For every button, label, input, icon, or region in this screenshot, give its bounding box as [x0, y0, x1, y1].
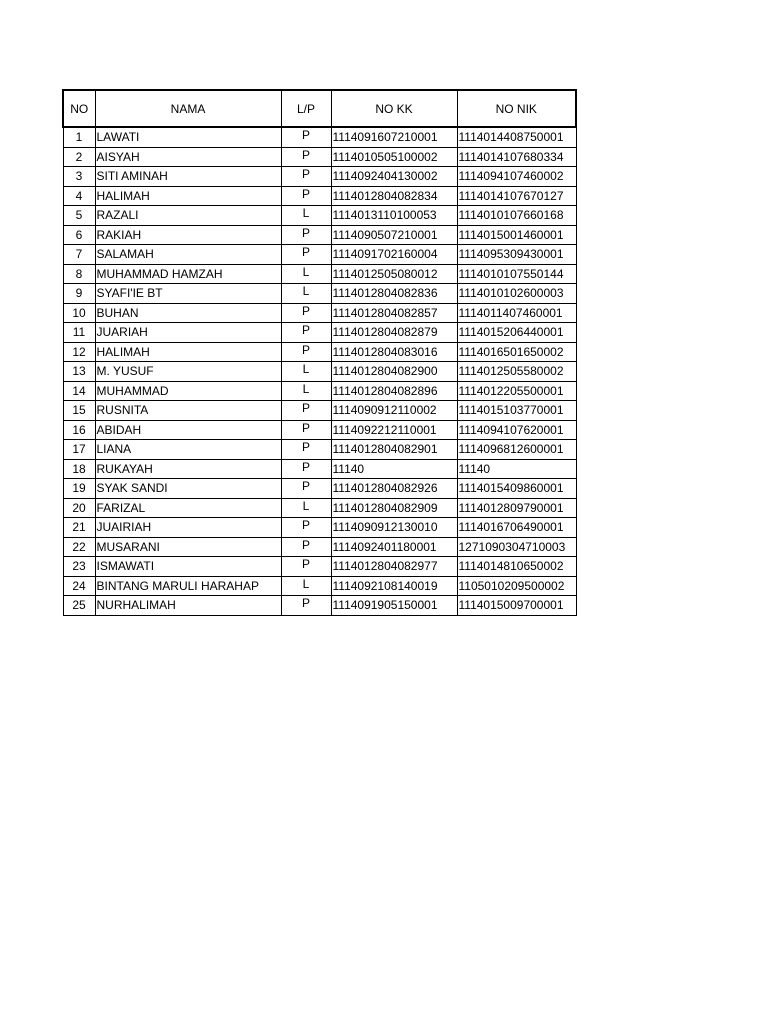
- cell-no-kk: 1114012804082896: [331, 381, 457, 401]
- cell-nama: RAKIAH: [95, 225, 281, 245]
- header-lp: L/P: [281, 90, 331, 127]
- cell-no-nik: 11140: [457, 459, 576, 479]
- header-row: [63, 90, 576, 127]
- cell-no: 3: [63, 167, 95, 187]
- cell-nama: JUAIRIAH: [95, 518, 281, 538]
- cell-no-kk: 1114090507210001: [331, 225, 457, 245]
- cell-no: 2: [63, 147, 95, 167]
- cell-nama: RAZALI: [95, 206, 281, 226]
- cell-lp: P: [281, 186, 331, 206]
- cell-no: 13: [63, 362, 95, 382]
- cell-no-kk: 1114012804082901: [331, 440, 457, 460]
- cell-nama: RUSNITA: [95, 401, 281, 421]
- table-row: [63, 440, 576, 460]
- cell-no-nik: 1114010102600003: [457, 284, 576, 304]
- cell-no-kk: 1114091702160004: [331, 245, 457, 265]
- cell-nama: LIANA: [95, 440, 281, 460]
- table-row: [63, 518, 576, 538]
- cell-no-nik: 1114014107670127: [457, 186, 576, 206]
- cell-nama: HALIMAH: [95, 186, 281, 206]
- cell-no-kk: 1114010505100002: [331, 147, 457, 167]
- cell-no-nik: 1114012809790001: [457, 498, 576, 518]
- table-row: [63, 225, 576, 245]
- cell-no-nik: 1114094107620001: [457, 420, 576, 440]
- cell-no-nik: 1114095309430001: [457, 245, 576, 265]
- cell-nama: SYAFI'IE BT: [95, 284, 281, 304]
- cell-no: 20: [63, 498, 95, 518]
- cell-no-kk: 1114090912130010: [331, 518, 457, 538]
- cell-lp: P: [281, 537, 331, 557]
- cell-no: 25: [63, 596, 95, 616]
- cell-no: 15: [63, 401, 95, 421]
- cell-no-nik: 1114012205500001: [457, 381, 576, 401]
- table-row: [63, 127, 576, 147]
- cell-no-kk: 1114092108140019: [331, 576, 457, 596]
- cell-nama: MUHAMMAD HAMZAH: [95, 264, 281, 284]
- cell-nama: ABIDAH: [95, 420, 281, 440]
- cell-no: 11: [63, 323, 95, 343]
- cell-no-nik: 1114015103770001: [457, 401, 576, 421]
- cell-no-nik: 1114015409860001: [457, 479, 576, 499]
- cell-no-kk: 1114012804082900: [331, 362, 457, 382]
- cell-no-kk: 1114012804082977: [331, 557, 457, 577]
- cell-nama: BUHAN: [95, 303, 281, 323]
- cell-no-nik: 1114014810650002: [457, 557, 576, 577]
- cell-nama: JUARIAH: [95, 323, 281, 343]
- cell-no-nik: 1114094107460002: [457, 167, 576, 187]
- cell-no-kk: 11140: [331, 459, 457, 479]
- table-row: [63, 498, 576, 518]
- cell-no: 23: [63, 557, 95, 577]
- table-row: [63, 303, 576, 323]
- cell-no: 19: [63, 479, 95, 499]
- cell-no-nik: 1114010107550144: [457, 264, 576, 284]
- table-row: [63, 420, 576, 440]
- cell-no: 18: [63, 459, 95, 479]
- cell-no-nik: 1114014107680334: [457, 147, 576, 167]
- cell-nama: BINTANG MARULI HARAHAP: [95, 576, 281, 596]
- table-row: [63, 147, 576, 167]
- cell-no-kk: 1114090912110002: [331, 401, 457, 421]
- table-row: [63, 245, 576, 265]
- table-row: [63, 401, 576, 421]
- cell-no-kk: 1114012804083016: [331, 342, 457, 362]
- table-row: [63, 459, 576, 479]
- cell-lp: P: [281, 303, 331, 323]
- cell-no-kk: 1114012804082836: [331, 284, 457, 304]
- data-table: [62, 89, 577, 616]
- table-row: [63, 323, 576, 343]
- cell-no: 12: [63, 342, 95, 362]
- cell-no: 17: [63, 440, 95, 460]
- cell-no-kk: 1114013110100053: [331, 206, 457, 226]
- cell-lp: P: [281, 479, 331, 499]
- cell-nama: LAWATI: [95, 127, 281, 147]
- cell-lp: L: [281, 206, 331, 226]
- cell-lp: P: [281, 147, 331, 167]
- cell-nama: NURHALIMAH: [95, 596, 281, 616]
- cell-no-nik: 1114015001460001: [457, 225, 576, 245]
- cell-lp: L: [281, 362, 331, 382]
- cell-lp: L: [281, 498, 331, 518]
- cell-nama: SITI AMINAH: [95, 167, 281, 187]
- cell-lp: P: [281, 518, 331, 538]
- cell-no-nik: 1114015009700001: [457, 596, 576, 616]
- table-row: [63, 284, 576, 304]
- cell-no: 1: [63, 127, 95, 147]
- cell-lp: P: [281, 127, 331, 147]
- cell-lp: P: [281, 401, 331, 421]
- cell-no: 7: [63, 245, 95, 265]
- cell-lp: L: [281, 284, 331, 304]
- table-row: [63, 342, 576, 362]
- cell-lp: P: [281, 557, 331, 577]
- cell-nama: FARIZAL: [95, 498, 281, 518]
- cell-no-kk: 1114012804082909: [331, 498, 457, 518]
- cell-no: 5: [63, 206, 95, 226]
- table-row: [63, 596, 576, 616]
- cell-no-kk: 1114012804082834: [331, 186, 457, 206]
- cell-lp: P: [281, 459, 331, 479]
- cell-lp: P: [281, 167, 331, 187]
- cell-no-kk: 1114012505080012: [331, 264, 457, 284]
- cell-lp: P: [281, 245, 331, 265]
- cell-no-nik: 1114010107660168: [457, 206, 576, 226]
- cell-no: 8: [63, 264, 95, 284]
- table-row: [63, 576, 576, 596]
- table-body: [63, 127, 576, 615]
- cell-no-kk: 1114092212110001: [331, 420, 457, 440]
- header-no-kk: NO KK: [331, 90, 457, 127]
- cell-lp: L: [281, 264, 331, 284]
- cell-lp: P: [281, 596, 331, 616]
- cell-lp: P: [281, 420, 331, 440]
- table-header: [63, 90, 576, 127]
- cell-lp: L: [281, 381, 331, 401]
- cell-no-nik: 1114096812600001: [457, 440, 576, 460]
- cell-no-kk: 1114012804082879: [331, 323, 457, 343]
- cell-no: 9: [63, 284, 95, 304]
- header-no: NO: [63, 90, 95, 127]
- cell-no-nik: 1114015206440001: [457, 323, 576, 343]
- table-row: [63, 479, 576, 499]
- table-row: [63, 381, 576, 401]
- table-row: [63, 167, 576, 187]
- table-row: [63, 557, 576, 577]
- cell-nama: HALIMAH: [95, 342, 281, 362]
- cell-no: 14: [63, 381, 95, 401]
- cell-no: 4: [63, 186, 95, 206]
- header-nama: NAMA: [95, 90, 281, 127]
- cell-lp: P: [281, 342, 331, 362]
- table-row: [63, 264, 576, 284]
- cell-no-nik: 1114016706490001: [457, 518, 576, 538]
- cell-lp: P: [281, 225, 331, 245]
- cell-no-nik: 1271090304710003: [457, 537, 576, 557]
- cell-nama: SYAK SANDI: [95, 479, 281, 499]
- cell-nama: SALAMAH: [95, 245, 281, 265]
- cell-nama: MUSARANI: [95, 537, 281, 557]
- cell-no-kk: 1114092401180001: [331, 537, 457, 557]
- cell-lp: P: [281, 440, 331, 460]
- cell-no: 16: [63, 420, 95, 440]
- header-no-nik: NO NIK: [457, 90, 576, 127]
- cell-nama: ISMAWATI: [95, 557, 281, 577]
- cell-nama: AISYAH: [95, 147, 281, 167]
- cell-no-nik: 1105010209500002: [457, 576, 576, 596]
- cell-no-nik: 1114014408750001: [457, 127, 576, 147]
- cell-nama: MUHAMMAD: [95, 381, 281, 401]
- cell-no-nik: 1114016501650002: [457, 342, 576, 362]
- cell-no-kk: 1114012804082926: [331, 479, 457, 499]
- cell-lp: P: [281, 323, 331, 343]
- cell-lp: L: [281, 576, 331, 596]
- table-row: [63, 186, 576, 206]
- cell-no-kk: 1114092404130002: [331, 167, 457, 187]
- cell-no-kk: 1114091905150001: [331, 596, 457, 616]
- cell-nama: M. YUSUF: [95, 362, 281, 382]
- cell-no: 22: [63, 537, 95, 557]
- cell-no: 6: [63, 225, 95, 245]
- cell-no-nik: 1114011407460001: [457, 303, 576, 323]
- table-row: [63, 206, 576, 226]
- cell-nama: RUKAYAH: [95, 459, 281, 479]
- cell-no: 21: [63, 518, 95, 538]
- table-row: [63, 537, 576, 557]
- cell-no: 10: [63, 303, 95, 323]
- table-row: [63, 362, 576, 382]
- cell-no-nik: 1114012505580002: [457, 362, 576, 382]
- cell-no-kk: 1114012804082857: [331, 303, 457, 323]
- cell-no: 24: [63, 576, 95, 596]
- cell-no-kk: 1114091607210001: [331, 127, 457, 147]
